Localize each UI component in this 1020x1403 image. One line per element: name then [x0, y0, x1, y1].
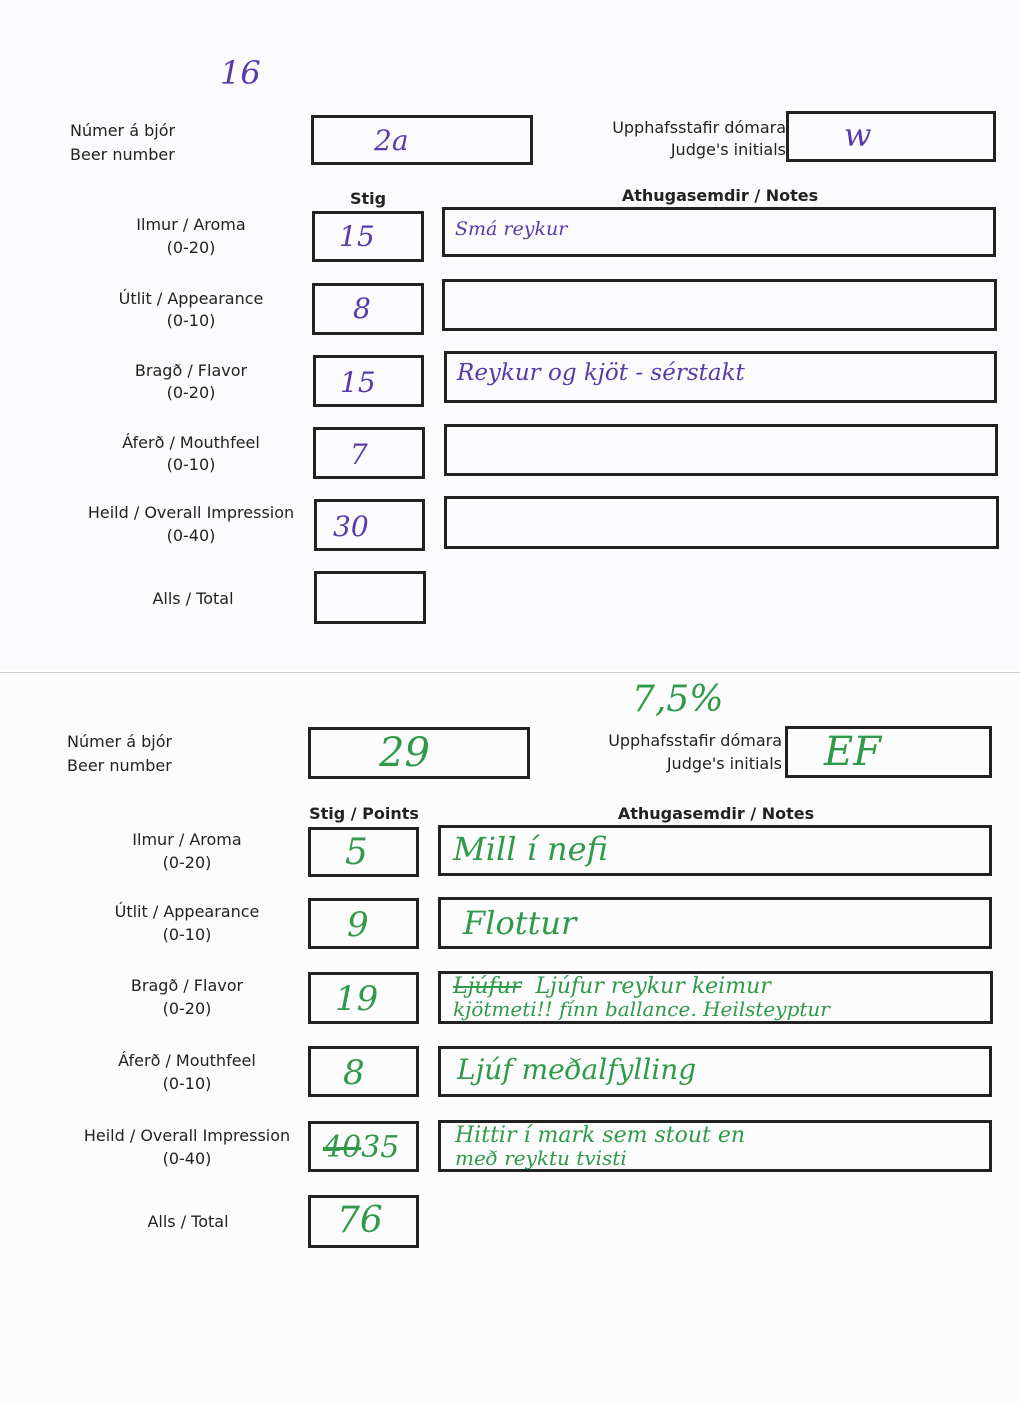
- total-score-box[interactable]: [314, 571, 426, 624]
- flavor-range: (0-20): [162, 999, 212, 1018]
- mouthfeel-score-box[interactable]: [308, 1046, 419, 1097]
- flavor-label: Bragð / Flavor: [134, 361, 248, 380]
- aroma-score-box[interactable]: [308, 827, 419, 877]
- aroma-note: Smá reykur: [455, 218, 568, 240]
- overall-score: 30: [333, 510, 369, 543]
- total-score: 76: [337, 1200, 383, 1241]
- score-sheet-top: [0, 0, 1020, 670]
- beer-number-label-is: Númer á bjór: [70, 121, 176, 140]
- aroma-label: Ilmur / Aroma: [132, 830, 242, 849]
- overall-score-struck: 40: [323, 1130, 362, 1165]
- aroma-notes-box[interactable]: [442, 207, 996, 257]
- appearance-label: Útlit / Appearance: [114, 902, 260, 921]
- score-sheet-bottom: [0, 672, 1020, 1403]
- appearance-notes-box[interactable]: [438, 897, 992, 949]
- appearance-notes-box[interactable]: [442, 279, 997, 331]
- judge-initials-value: EF: [824, 729, 881, 775]
- notes-header: Athugasemdir / Notes: [621, 186, 819, 205]
- flavor-score: 19: [335, 979, 379, 1019]
- aroma-range: (0-20): [166, 238, 216, 257]
- mouthfeel-score: 7: [350, 438, 368, 471]
- overall-score-box[interactable]: [308, 1121, 419, 1172]
- beer-number-box[interactable]: [308, 727, 530, 779]
- beer-number-value: 2a: [374, 124, 409, 157]
- overall-note-line2: með reyktu tvisti: [455, 1146, 627, 1170]
- flavor-notes-box[interactable]: [438, 971, 993, 1024]
- appearance-note: Flottur: [463, 904, 577, 942]
- total-label: Alls / Total: [147, 1212, 229, 1231]
- aroma-score: 5: [345, 832, 368, 873]
- judge-label-is: Upphafsstafir dómara: [612, 118, 786, 137]
- flavor-note-line2: kjötmeti!! fínn ballance. Heilsteyptur: [453, 997, 830, 1021]
- beer-number-label-en: Beer number: [70, 145, 175, 164]
- appearance-score-box[interactable]: [312, 283, 424, 335]
- mouthfeel-label: Áferð / Mouthfeel: [118, 1051, 256, 1070]
- flavor-score-box[interactable]: [313, 355, 424, 407]
- overall-notes-box[interactable]: [444, 496, 999, 549]
- flavor-note-struck: Ljúfur: [453, 974, 522, 999]
- overall-range: (0-40): [166, 526, 216, 545]
- mouthfeel-score: 8: [343, 1053, 365, 1093]
- judge-label-is: Upphafsstafir dómara: [608, 731, 782, 750]
- corner-mark: 16: [220, 54, 261, 92]
- overall-label: Heild / Overall Impression: [87, 503, 295, 522]
- beer-number-box[interactable]: [311, 115, 533, 165]
- aroma-note: Mill í nefi: [453, 830, 608, 868]
- overall-notes-box[interactable]: [438, 1120, 992, 1172]
- mouthfeel-label: Áferð / Mouthfeel: [122, 433, 260, 452]
- aroma-notes-box[interactable]: [438, 825, 992, 876]
- overall-score-box[interactable]: [314, 499, 425, 551]
- mouthfeel-notes-box[interactable]: [438, 1046, 992, 1097]
- flavor-note: Ljúfur reykur keimur: [535, 974, 771, 999]
- points-header: Stig / Points: [309, 804, 419, 823]
- judge-initials-box[interactable]: [785, 726, 992, 778]
- appearance-range: (0-10): [162, 925, 212, 944]
- flavor-label: Bragð / Flavor: [130, 976, 244, 995]
- overall-score: 35: [361, 1130, 400, 1165]
- notes-header: Athugasemdir / Notes: [617, 804, 815, 823]
- flavor-score-box[interactable]: [308, 972, 419, 1024]
- mouthfeel-range: (0-10): [162, 1074, 212, 1093]
- aroma-score: 15: [339, 220, 375, 253]
- mouthfeel-range: (0-10): [166, 455, 216, 474]
- total-score-box[interactable]: [308, 1195, 419, 1248]
- flavor-score: 15: [340, 366, 376, 399]
- overall-score-line: [323, 1130, 399, 1165]
- overall-range: (0-40): [162, 1149, 212, 1168]
- flavor-note-line1: [453, 974, 771, 999]
- judge-initials-value: w: [844, 116, 872, 154]
- appearance-range: (0-10): [166, 311, 216, 330]
- appearance-score-box[interactable]: [308, 898, 419, 949]
- corner-mark: 7,5%: [632, 679, 724, 720]
- aroma-label: Ilmur / Aroma: [136, 215, 246, 234]
- appearance-score: 9: [347, 905, 369, 945]
- overall-note: Hittir í mark sem stout en: [455, 1123, 746, 1148]
- points-header: Stig: [349, 189, 387, 208]
- appearance-label: Útlit / Appearance: [118, 289, 264, 308]
- judge-label-en: Judge's initials: [670, 140, 786, 159]
- flavor-note: Reykur og kjöt - sérstakt: [457, 360, 745, 386]
- mouthfeel-note: Ljúf meðalfylling: [457, 1053, 697, 1086]
- mouthfeel-notes-box[interactable]: [444, 424, 998, 476]
- mouthfeel-score-box[interactable]: [313, 427, 425, 479]
- flavor-notes-box[interactable]: [444, 351, 997, 403]
- aroma-score-box[interactable]: [312, 211, 424, 262]
- beer-number-label-is: Númer á bjór: [67, 732, 173, 751]
- judge-label-en: Judge's initials: [666, 754, 782, 773]
- beer-number-value: 29: [379, 730, 430, 776]
- appearance-score: 8: [353, 292, 371, 325]
- total-label: Alls / Total: [152, 589, 234, 608]
- overall-label: Heild / Overall Impression: [83, 1126, 291, 1145]
- flavor-range: (0-20): [166, 383, 216, 402]
- beer-number-label-en: Beer number: [67, 756, 172, 775]
- aroma-range: (0-20): [162, 853, 212, 872]
- judge-initials-box[interactable]: [786, 111, 996, 162]
